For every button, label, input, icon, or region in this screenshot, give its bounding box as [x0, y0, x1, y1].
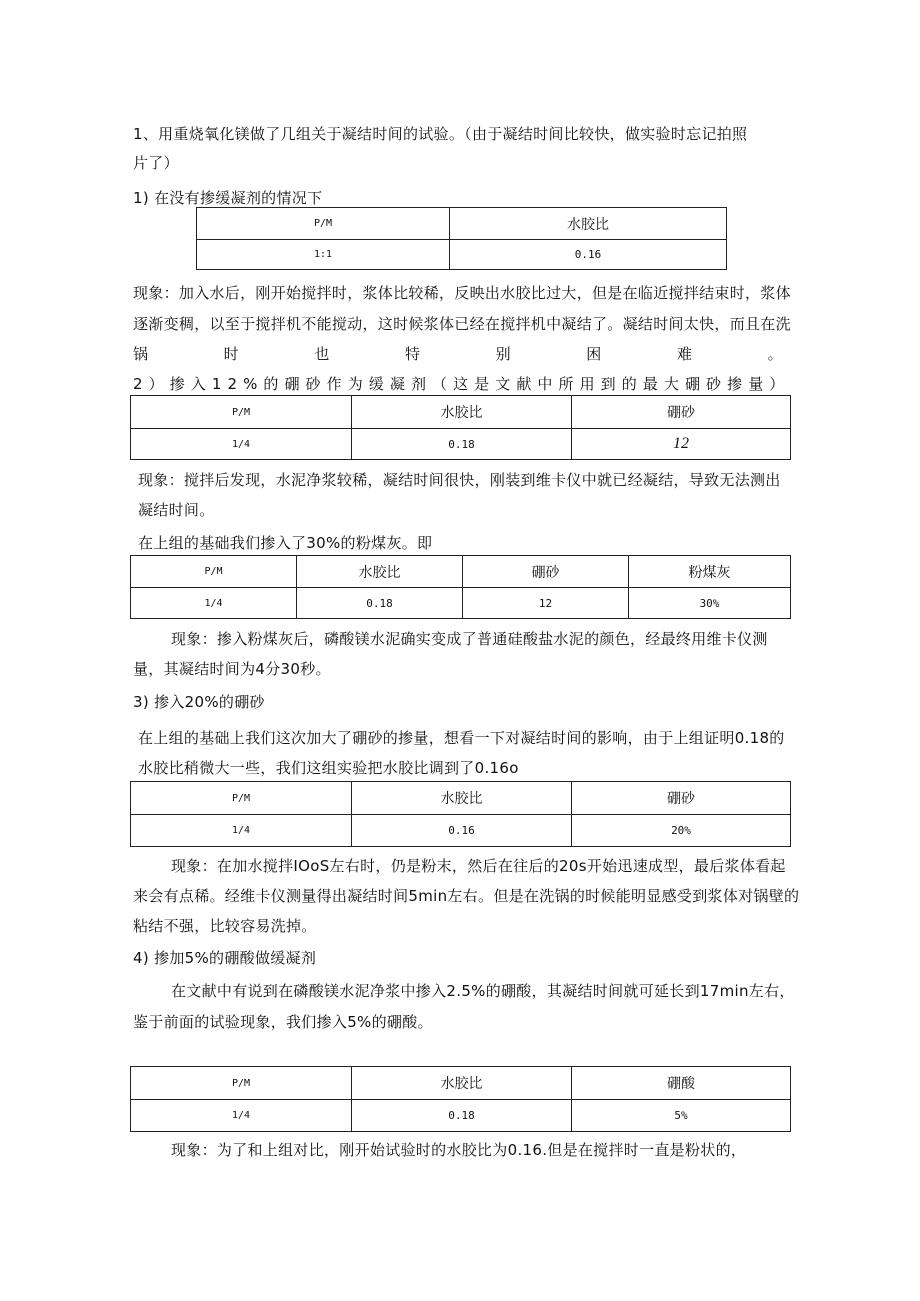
s2-next-line: 在上组的基础我们掺入了30%的粉煤灰。即 — [138, 534, 433, 552]
table-3-header-flyash: 粉煤灰 — [629, 556, 791, 588]
s3-observation-line-2: 来会有点稀。经维卡仪测量得出凝结时间5min左右。但是在洗锅的时候能明显感受到浆体对锅壁的 — [133, 887, 800, 905]
char: 砂 — [305, 375, 321, 393]
char: 砂 — [706, 375, 722, 393]
table-3-header-borax: 硼砂 — [463, 556, 629, 588]
table-5-cell-boric-acid: 5% — [572, 1100, 791, 1132]
section-4-heading: 4) 掺加5%的硼酸做缓凝剂 — [133, 949, 317, 967]
s4-paragraph-line-1: 在文献中有说到在磷酸镁水泥净浆中掺入2.5%的硼酸，其凝结时间就可延长到17min左右， — [171, 982, 795, 1000]
table-4-header-borax: 硼砂 — [572, 782, 791, 815]
table-5-header-boric-acid: 硼酸 — [572, 1067, 791, 1100]
s4-observation-line-1: 现象：为了和上组对比，刚开始试验时的水胶比为0.16.但是在搅拌时一直是粉状的， — [171, 1141, 747, 1159]
table-2 — [130, 395, 791, 460]
char: 文 — [495, 375, 511, 393]
table-2-cell-borax: 12 — [572, 429, 791, 460]
table-3-header-ratio: 水胶比 — [297, 556, 463, 588]
char: 的 — [621, 375, 638, 393]
table-5-header-ratio: 水胶比 — [352, 1067, 572, 1100]
char: % — [243, 375, 258, 393]
section-1-heading: 1) 在没有掺缓凝剂的情况下 — [133, 189, 323, 207]
char: 为 — [347, 375, 364, 393]
table-2-header-pm: P/M — [131, 396, 352, 429]
char: 是 — [474, 375, 490, 393]
s3-observation-line-3: 粘结不强，比较容易洗掉。 — [133, 917, 317, 935]
char: 这 — [453, 375, 469, 393]
char: 别 — [495, 345, 511, 363]
section-2-heading — [133, 374, 785, 394]
table-1-cell-pm: 1:1 — [197, 240, 450, 270]
table-3-cell-ratio: 0.18 — [297, 588, 463, 619]
char: 时 — [223, 345, 239, 363]
table-5-cell-pm: 1/4 — [131, 1100, 352, 1132]
table-3-cell-flyash: 30% — [629, 588, 791, 619]
s2-observation2-line-1: 现象：掺入粉煤灰后，磷酸镁水泥确实变成了普通硅酸盐水泥的颜色，经最终用维卡仪测 — [171, 630, 768, 648]
table-5-header-pm: P/M — [131, 1067, 352, 1100]
char: 硼 — [284, 375, 300, 393]
char: 掺 — [169, 375, 185, 393]
char: 的 — [263, 375, 279, 393]
table-2-header-ratio: 水胶比 — [352, 396, 572, 429]
intro-line-1: 1、用重烧氧化镁做了几组关于凝结时间的试验。（由于凝结时间比较快，做实验时忘记拍照 — [133, 125, 748, 143]
char: 掺 — [727, 375, 743, 393]
char: 作 — [326, 375, 342, 393]
s2-observation-line-2: 凝结时间。 — [138, 501, 215, 519]
table-4-header-ratio: 水胶比 — [352, 782, 572, 815]
table-3-cell-pm: 1/4 — [131, 588, 297, 619]
char: 缓 — [368, 375, 385, 393]
table-4-cell-ratio: 0.16 — [352, 815, 572, 847]
table-1-cell-ratio: 0.16 — [450, 240, 727, 270]
char: 最 — [642, 375, 659, 393]
char: 大 — [663, 375, 680, 393]
table-1-header-ratio: 水胶比 — [450, 208, 727, 240]
char: 2 — [227, 375, 238, 393]
table-5 — [130, 1066, 791, 1132]
char: 凝 — [389, 375, 406, 393]
char: 到 — [600, 375, 616, 393]
s4-paragraph-line-2: 鉴于前面的试验现象，我们掺入5%的硼酸。 — [133, 1013, 433, 1031]
char: 特 — [404, 345, 421, 363]
char: 硼 — [684, 375, 701, 393]
char: ） — [769, 375, 785, 393]
char: 所 — [558, 375, 574, 393]
table-3-cell-borax: 12 — [463, 588, 629, 619]
table-1-header-pm: P/M — [197, 208, 450, 240]
table-2-cell-pm: 1/4 — [131, 429, 352, 460]
table-3 — [130, 555, 791, 619]
table-4-cell-pm: 1/4 — [131, 815, 352, 847]
table-2-cell-ratio: 0.18 — [352, 429, 572, 460]
table-1 — [196, 207, 727, 270]
table-4-cell-borax: 20% — [572, 815, 791, 847]
char: 2 — [133, 375, 143, 393]
table-4-header-pm: P/M — [131, 782, 352, 815]
s2-observation2-line-2: 量，其凝结时间为4分30秒。 — [133, 660, 331, 678]
table-4 — [130, 781, 791, 847]
s3-paragraph-line-1: 在上组的基础上我们这次加大了硼砂的掺量，想看一下对凝结时间的影响，由于上组证明0.18的 — [138, 729, 785, 747]
char: 入 — [190, 375, 207, 393]
intro-line-2: 片了） — [133, 154, 179, 172]
char: 1 — [211, 375, 222, 393]
s1-observation-line-3 — [133, 344, 783, 364]
char: 锅 — [133, 345, 149, 363]
char: 剂 — [410, 375, 427, 393]
char: 用 — [579, 375, 595, 393]
char: 。 — [767, 345, 783, 363]
s3-paragraph-line-2: 水胶比稍微大一些，我们这组实验把水胶比调到了0.16o — [138, 759, 519, 777]
char: 献 — [516, 375, 532, 393]
char: 量 — [748, 375, 764, 393]
char: 中 — [537, 375, 553, 393]
table-5-cell-ratio: 0.18 — [352, 1100, 572, 1132]
s2-observation-line-1: 现象：搅拌后发现，水泥净浆较稀，凝结时间很快，刚装到维卡仪中就已经凝结，导致无法测出 — [138, 471, 781, 489]
s1-observation-line-1: 现象：加入水后，刚开始搅拌时，浆体比较稀，反映出水胶比过大，但是在临近搅拌结束时，浆体 — [133, 284, 791, 302]
char: ） — [148, 375, 164, 393]
table-3-header-pm: P/M — [131, 556, 297, 588]
char: （ — [432, 375, 448, 393]
char: 也 — [314, 345, 330, 363]
table-2-header-borax: 硼砂 — [572, 396, 791, 429]
char: 难 — [676, 345, 693, 363]
section-3-heading: 3) 掺入20%的硼砂 — [133, 693, 265, 711]
char: 困 — [586, 345, 602, 363]
s1-observation-line-2: 逐渐变稠，以至于搅拌机不能搅动，这时候浆体已经在搅拌机中凝结了。凝结时间太快，而且在洗 — [133, 315, 791, 333]
s3-observation-line-1: 现象：在加水搅拌IOoS左右时，仍是粉末，然后在往后的20s开始迅速成型，最后浆体看起 — [171, 857, 786, 875]
